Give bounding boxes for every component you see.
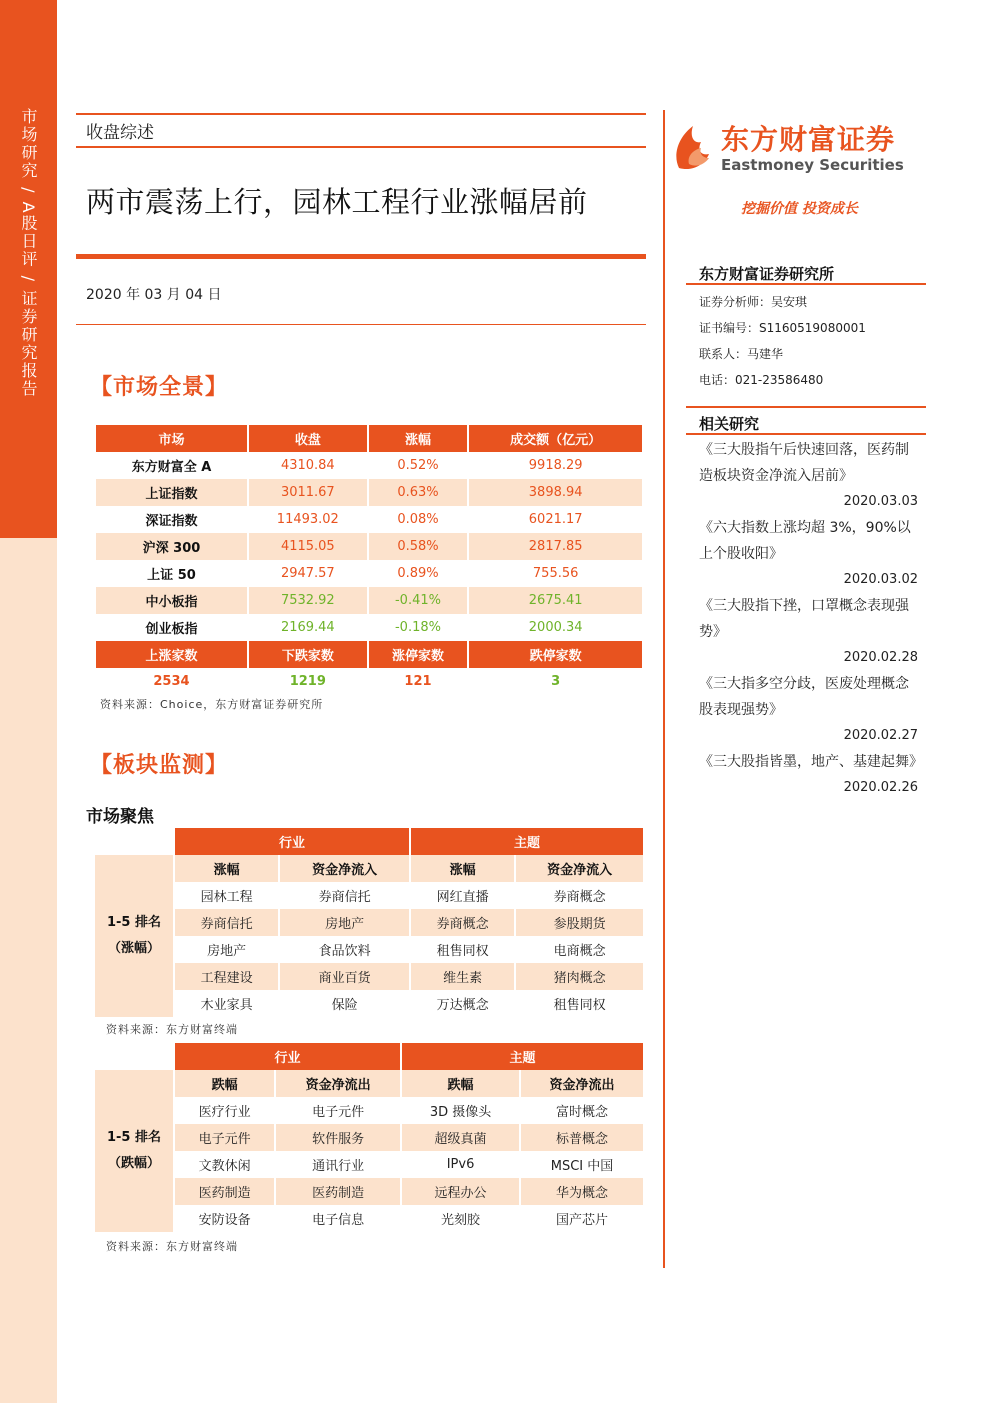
- col-header: 涨幅: [369, 425, 468, 452]
- table-row: [96, 479, 642, 506]
- cell: 食品饮料: [280, 936, 411, 963]
- market-close: 2169.44: [280, 620, 335, 635]
- cell: 光刻胶: [402, 1205, 521, 1232]
- market-name: 沪深 300: [96, 533, 247, 560]
- cell: 通讯行业: [276, 1151, 402, 1178]
- market-close: 4310.84: [280, 458, 335, 473]
- column-divider: [663, 110, 665, 1268]
- group-theme: 主题: [402, 1043, 643, 1070]
- market-change: -0.18%: [394, 620, 441, 635]
- cell: 华为概念: [521, 1178, 643, 1205]
- table-row: [95, 936, 643, 963]
- summary-header: 涨停家数: [369, 641, 468, 668]
- cell: 电子信息: [276, 1205, 402, 1232]
- table-row: [95, 1178, 643, 1205]
- cell: 医药制造: [276, 1178, 402, 1205]
- related-report-link[interactable]: 《三大股指下挫，口罩概念表现强势》: [699, 598, 909, 640]
- col-header: 市场: [96, 425, 247, 452]
- market-name: 东方财富全 A: [131, 460, 212, 475]
- cert-number: 证书编号：S1160519080001: [699, 321, 866, 335]
- related-title: 相关研究: [699, 415, 760, 433]
- report-date: 2020 年 03 月 04 日: [86, 287, 222, 303]
- cell: 券商概念: [411, 909, 516, 936]
- market-name: 创业板指: [145, 622, 198, 637]
- section-label: 收盘综述: [86, 123, 154, 143]
- cell: 商业百货: [280, 963, 411, 990]
- header-rule-bottom: [76, 324, 646, 325]
- left-band-accent: [0, 0, 57, 538]
- sub-header: 涨幅: [411, 855, 516, 882]
- market-change: 0.08%: [397, 512, 439, 527]
- summary-header: 上涨家数: [96, 641, 247, 668]
- cell: 维生素: [411, 963, 516, 990]
- market-name: 上证 50: [147, 568, 196, 583]
- cell: IPv6: [402, 1151, 521, 1178]
- group-theme: 主题: [411, 828, 643, 855]
- related-report-date: 2020.02.27: [843, 728, 918, 743]
- cell: 富时概念: [556, 1105, 609, 1120]
- cell: 标普概念: [521, 1124, 643, 1151]
- related-report-date: 2020.02.26: [843, 780, 918, 795]
- cell: 券商概念: [553, 890, 606, 905]
- table-row: [95, 882, 643, 909]
- table-row: [96, 587, 642, 614]
- cell: 租售同权: [411, 936, 516, 963]
- sector-subheading: 市场聚焦: [86, 807, 154, 827]
- cell: 万达概念: [411, 990, 516, 1017]
- market-close: 11493.02: [276, 512, 339, 527]
- market-change: 0.52%: [397, 458, 439, 473]
- market-volume: 3898.94: [469, 479, 642, 506]
- gainers-source: 资料来源：东方财富终端: [106, 1023, 238, 1036]
- sub-header: 涨幅: [175, 855, 280, 882]
- market-close: 3011.67: [249, 479, 367, 506]
- institute-rule: [686, 283, 926, 285]
- cell: 远程办公: [402, 1178, 521, 1205]
- brand-logo: [671, 116, 921, 180]
- rank-label: 1-5 排名 （涨幅）: [95, 855, 175, 1017]
- cell: 安防设备: [175, 1205, 276, 1232]
- cell: 超级真菌: [402, 1124, 521, 1151]
- market-volume: 6021.17: [528, 512, 583, 527]
- sector-heading: 【板块监测】: [90, 753, 229, 778]
- up-count: 2534: [153, 674, 190, 689]
- cell: MSCI 中国: [550, 1159, 614, 1174]
- analyst-name: 证券分析师：吴安琪: [699, 295, 808, 309]
- summary-header: 跌停家数: [469, 641, 642, 668]
- cell: 木业家具: [175, 990, 280, 1017]
- header-rule-top: [76, 113, 646, 115]
- band-text: 市场研究 / A股日评 / 证券研究报告: [19, 108, 38, 399]
- table-row: [95, 963, 643, 990]
- table-row: [96, 506, 642, 533]
- table-row: [95, 1124, 643, 1151]
- market-change: -0.41%: [369, 587, 468, 614]
- cell: 3D 摄像头: [402, 1097, 521, 1124]
- sub-header: 资金净流出: [276, 1070, 402, 1097]
- market-volume: 2000.34: [528, 620, 583, 635]
- losers-table: [95, 1043, 643, 1232]
- summary-row: [96, 668, 642, 695]
- group-industry: 行业: [175, 828, 411, 855]
- market-change: 0.89%: [397, 566, 439, 581]
- market-close: 4115.05: [249, 533, 367, 560]
- table-row: [95, 990, 643, 1017]
- gainers-table: [95, 828, 643, 1017]
- cell: 园林工程: [175, 882, 280, 909]
- table-row: [96, 452, 642, 479]
- table-row: [95, 1097, 643, 1124]
- table-row: [95, 909, 643, 936]
- summary-header: 下跌家数: [249, 641, 367, 668]
- table-row: [96, 533, 642, 560]
- market-volume: 9918.29: [528, 458, 583, 473]
- table-row: [95, 1151, 643, 1178]
- market-volume: 755.56: [532, 566, 579, 581]
- sub-header: 跌幅: [175, 1070, 276, 1097]
- market-name: 深证指数: [145, 514, 198, 529]
- table-row: [96, 560, 642, 587]
- related-report-date: 2020.02.28: [843, 650, 918, 665]
- related-report-link[interactable]: 《三大指多空分歧，医废处理概念股表现强势》: [699, 676, 909, 718]
- cell: 猪肉概念: [516, 963, 643, 990]
- sub-header: 资金净流入: [516, 855, 643, 882]
- related-report-date: 2020.03.02: [843, 572, 918, 587]
- down-count: 1219: [289, 674, 326, 689]
- losers-source: 资料来源：东方财富终端: [106, 1240, 238, 1253]
- blank-corner: [95, 828, 175, 855]
- col-header: 成交额（亿元）: [469, 425, 642, 452]
- flame-logo-icon: [671, 116, 719, 176]
- market-source: 资料来源：Choice，东方财富证券研究所: [100, 698, 324, 711]
- related-report-date: 2020.03.03: [843, 494, 918, 509]
- page-title: 两市震荡上行，园林工程行业涨幅居前: [86, 185, 588, 219]
- blank-corner: [95, 1043, 175, 1070]
- group-industry: 行业: [175, 1043, 402, 1070]
- related-rule: [686, 433, 926, 435]
- header-rule-2: [76, 146, 646, 148]
- brand-slogan: 挖掘价值 投资成长: [741, 201, 858, 217]
- col-header: 收盘: [249, 425, 367, 452]
- cell: 电商概念: [553, 944, 606, 959]
- cell: 软件服务: [276, 1124, 402, 1151]
- market-heading: 【市场全景】: [90, 375, 229, 400]
- cell: 房地产: [175, 936, 280, 963]
- market-close: 7532.92: [249, 587, 367, 614]
- related-report-link[interactable]: 《三大股指午后快速回落，医药制造板块资金净流入居前》: [699, 442, 909, 484]
- table-row: [95, 1205, 643, 1232]
- contact-phone: 电话：021-23586480: [699, 373, 824, 387]
- sub-header: 资金净流出: [521, 1070, 643, 1097]
- cell: 医疗行业: [175, 1097, 276, 1124]
- market-volume: 2817.85: [469, 533, 642, 560]
- related-report-link[interactable]: 《三大股指皆墨，地产、基建起舞》: [699, 754, 923, 770]
- sub-header: 资金净流入: [280, 855, 411, 882]
- limit-up-count: 121: [404, 674, 432, 689]
- market-close: 2947.57: [280, 566, 335, 581]
- cell: 医药制造: [175, 1178, 276, 1205]
- cell: 保险: [280, 990, 411, 1017]
- related-rule-top: [686, 406, 926, 408]
- table-row: [96, 614, 642, 641]
- cell: 文教休闲: [175, 1151, 276, 1178]
- related-report-link[interactable]: 《六大指数上涨均超 3%，90%以上个股收阳》: [699, 520, 911, 562]
- market-change: 0.58%: [369, 533, 468, 560]
- market-change: 0.63%: [369, 479, 468, 506]
- cell: 租售同权: [553, 998, 606, 1013]
- contact-person: 联系人：马建华: [699, 347, 784, 361]
- market-name: 上证指数: [96, 479, 247, 506]
- cell: 工程建设: [175, 963, 280, 990]
- limit-down-count: 3: [551, 674, 561, 689]
- institute-title: 东方财富证券研究所: [699, 265, 835, 283]
- market-table: [94, 425, 644, 695]
- cell: 国产芯片: [556, 1213, 609, 1228]
- cell: 电子元件: [276, 1097, 402, 1124]
- brand-name-en: Eastmoney Securities: [721, 156, 904, 174]
- rank-label: 1-5 排名 （跌幅）: [95, 1070, 175, 1232]
- cell: 券商信托: [280, 882, 411, 909]
- cell: 参股期货: [516, 909, 643, 936]
- brand-name-cn: 东方财富证券: [721, 123, 896, 156]
- cell: 电子元件: [175, 1124, 276, 1151]
- cell: 券商信托: [175, 909, 280, 936]
- cell: 网红直播: [411, 882, 516, 909]
- cell: 房地产: [280, 909, 411, 936]
- sub-header: 跌幅: [402, 1070, 521, 1097]
- market-name: 中小板指: [96, 587, 247, 614]
- market-volume: 2675.41: [469, 587, 642, 614]
- header-rule-thick: [76, 254, 646, 259]
